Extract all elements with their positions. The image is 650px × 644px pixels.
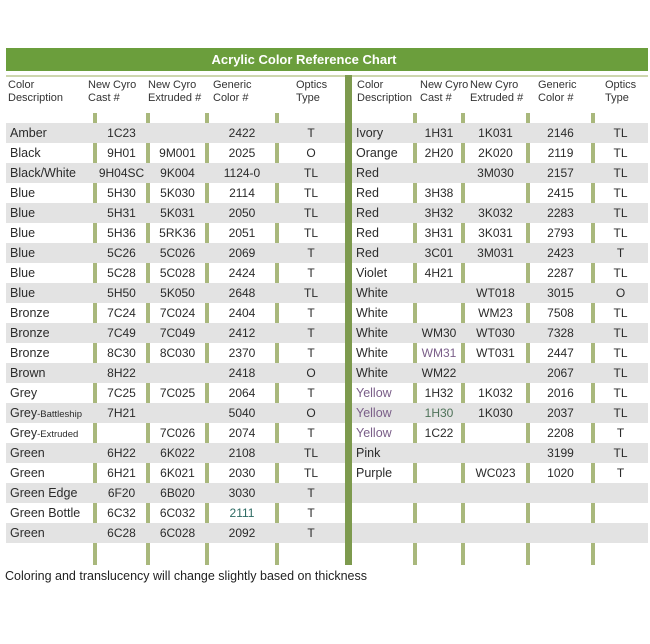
cell-extruded-number: 2K020 bbox=[478, 146, 513, 160]
cell-cast-number bbox=[415, 443, 463, 463]
cell-optics-type: TL bbox=[303, 286, 318, 300]
table-row bbox=[352, 383, 648, 403]
cell-extruded-number: WT030 bbox=[476, 326, 515, 340]
cell-extruded-number: 3K032 bbox=[478, 206, 513, 220]
column-header: New Cyro Extruded # bbox=[470, 79, 524, 104]
cell-color-description: Bronze bbox=[10, 346, 50, 360]
cell-color-description: Blue bbox=[10, 266, 36, 280]
cell-generic-color: 2447 bbox=[547, 346, 574, 360]
cell-optics-type: TL bbox=[613, 366, 628, 380]
cell-extruded-number bbox=[463, 503, 528, 523]
table-row bbox=[352, 303, 648, 323]
cell-color-description bbox=[352, 483, 415, 503]
table-row bbox=[352, 283, 648, 303]
cell-cast-number: 1H32 bbox=[424, 386, 454, 400]
cell-extruded-number bbox=[463, 363, 528, 383]
cell-optics-type: T bbox=[307, 266, 315, 280]
cell-cast-number bbox=[415, 163, 463, 183]
column-header: Color Description bbox=[8, 79, 64, 104]
cell-extruded-number: 6C032 bbox=[159, 506, 196, 520]
table-row bbox=[352, 523, 648, 543]
table-row bbox=[6, 383, 345, 403]
cell-optics-type: TL bbox=[613, 326, 628, 340]
cell-cast-number: 3C01 bbox=[424, 246, 454, 260]
cell-color-description: Purple bbox=[356, 466, 393, 480]
cell-generic-color: 2208 bbox=[547, 426, 574, 440]
cell-optics-type: O bbox=[306, 366, 316, 380]
cell-generic-color: 2108 bbox=[228, 446, 256, 460]
cell-extruded-number: 5K050 bbox=[160, 286, 195, 300]
cell-cast-number: 3H31 bbox=[424, 226, 454, 240]
cell-extruded-number: WC023 bbox=[475, 466, 516, 480]
cell-generic-color bbox=[528, 503, 593, 523]
cell-generic-color: 2415 bbox=[547, 186, 574, 200]
cell-optics-type: TL bbox=[613, 346, 628, 360]
cell-generic-color: 2404 bbox=[228, 306, 256, 320]
table-row bbox=[352, 263, 648, 283]
cell-extruded-number: 7C024 bbox=[159, 306, 196, 320]
cell-generic-color: 3199 bbox=[547, 446, 574, 460]
cell-extruded-number: WT018 bbox=[476, 286, 515, 300]
cell-color-description: Amber bbox=[10, 126, 47, 140]
cell-generic-color: 2423 bbox=[547, 246, 574, 260]
cell-color-description: Green Bottle bbox=[10, 506, 81, 520]
cell-color-description: Grey-Extruded bbox=[10, 426, 79, 440]
table-row bbox=[352, 223, 648, 243]
cell-color-description: Blue bbox=[10, 226, 36, 240]
cell-optics-type: TL bbox=[613, 186, 628, 200]
cell-generic-color: 2064 bbox=[228, 386, 256, 400]
cell-cast-number bbox=[415, 483, 463, 503]
chart-title-bar bbox=[6, 48, 648, 71]
table-row bbox=[352, 403, 648, 423]
cell-color-description: White bbox=[356, 286, 388, 300]
cell-color-description: Orange bbox=[356, 146, 398, 160]
cell-generic-color: 2424 bbox=[228, 266, 256, 280]
cell-extruded-number: 7C049 bbox=[159, 326, 196, 340]
chart-title: Acrylic Color Reference Chart bbox=[211, 52, 397, 67]
cell-optics-type: T bbox=[307, 346, 315, 360]
cell-cast-number: WM31 bbox=[421, 346, 457, 360]
cell-generic-color: 2370 bbox=[228, 346, 256, 360]
cell-cast-number: 8C30 bbox=[107, 346, 136, 360]
table-row bbox=[6, 243, 345, 263]
cell-cast-number: 1H31 bbox=[424, 126, 454, 140]
column-header: Generic Color # bbox=[538, 79, 577, 104]
cell-color-description: Grey bbox=[10, 386, 38, 400]
column-header: Optics Type bbox=[605, 79, 637, 104]
cell-color-description: Red bbox=[356, 166, 379, 180]
cell-generic-color: 2092 bbox=[228, 526, 256, 540]
table-row bbox=[6, 403, 345, 423]
table-row bbox=[6, 123, 345, 143]
cell-generic-color: 2793 bbox=[547, 226, 574, 240]
table-row bbox=[6, 503, 345, 523]
cell-cast-number: 7H21 bbox=[107, 406, 136, 420]
cell-extruded-number bbox=[463, 523, 528, 543]
cell-generic-color bbox=[528, 523, 593, 543]
cell-color-description: Red bbox=[356, 226, 379, 240]
cell-optics-type bbox=[593, 523, 648, 543]
cell-color-description: Blue bbox=[10, 246, 36, 260]
table-row bbox=[6, 283, 345, 303]
cell-generic-color: 2025 bbox=[228, 146, 256, 160]
cell-cast-number bbox=[415, 463, 463, 483]
cell-optics-type: T bbox=[307, 526, 315, 540]
cell-optics-type: TL bbox=[303, 226, 318, 240]
cell-extruded-number: 6B020 bbox=[160, 486, 195, 500]
color-table-right bbox=[352, 75, 648, 543]
table-row bbox=[6, 183, 345, 203]
cell-cast-number: 9H01 bbox=[107, 146, 136, 160]
cell-cast-number: 6C28 bbox=[107, 526, 136, 540]
table-row bbox=[352, 443, 648, 463]
table-row bbox=[6, 463, 345, 483]
cell-extruded-number: 1K030 bbox=[478, 406, 513, 420]
cell-extruded-number: 5RK36 bbox=[159, 226, 196, 240]
cell-optics-type: T bbox=[307, 426, 315, 440]
cell-cast-number bbox=[415, 283, 463, 303]
cell-extruded-number: 5C026 bbox=[159, 246, 196, 260]
cell-optics-type: T bbox=[307, 386, 315, 400]
cell-color-description: White bbox=[356, 306, 388, 320]
cell-generic-color: 2016 bbox=[547, 386, 574, 400]
cell-cast-number: 7C25 bbox=[107, 386, 136, 400]
cell-cast-number: 6H22 bbox=[107, 446, 136, 460]
cell-cast-number: 5H36 bbox=[107, 226, 136, 240]
table-row bbox=[6, 523, 345, 543]
cell-cast-number: 3H32 bbox=[424, 206, 454, 220]
cell-optics-type: T bbox=[616, 426, 625, 440]
cell-optics-type: TL bbox=[613, 266, 628, 280]
column-header: Generic Color # bbox=[213, 79, 252, 104]
cell-optics-type: TL bbox=[303, 466, 318, 480]
cell-generic-color: 2050 bbox=[228, 206, 256, 220]
cell-optics-type: T bbox=[616, 466, 625, 480]
cell-generic-color: 2030 bbox=[228, 466, 256, 480]
cell-cast-number: 8H22 bbox=[107, 366, 136, 380]
cell-cast-number: WM30 bbox=[421, 326, 457, 340]
cell-optics-type bbox=[593, 483, 648, 503]
cell-optics-type: TL bbox=[613, 306, 628, 320]
cell-extruded-number: 6K021 bbox=[160, 466, 195, 480]
cell-extruded-number: 9M001 bbox=[159, 146, 196, 160]
cell-optics-type: T bbox=[307, 246, 315, 260]
cell-extruded-number bbox=[463, 443, 528, 463]
cell-generic-color: 1020 bbox=[547, 466, 574, 480]
table-row bbox=[6, 423, 345, 443]
cell-extruded-number: 9K004 bbox=[160, 166, 195, 180]
cell-extruded-number: 3K031 bbox=[478, 226, 513, 240]
cell-optics-type: T bbox=[307, 486, 315, 500]
column-header: Optics Type bbox=[296, 79, 328, 104]
cell-extruded-number bbox=[463, 483, 528, 503]
cell-generic-color: 2069 bbox=[228, 246, 256, 260]
column-header: New Cyro Extruded # bbox=[148, 79, 202, 104]
cell-generic-color: 2418 bbox=[228, 366, 256, 380]
cell-extruded-number: 5C028 bbox=[159, 266, 196, 280]
table-row bbox=[352, 483, 648, 503]
cell-cast-number bbox=[415, 303, 463, 323]
cell-cast-number: 5C28 bbox=[107, 266, 136, 280]
cell-cast-number: 5H31 bbox=[107, 206, 136, 220]
cell-color-description: Bronze bbox=[10, 306, 50, 320]
cell-generic-color: 7328 bbox=[547, 326, 574, 340]
table-row bbox=[352, 143, 648, 163]
cell-optics-type bbox=[593, 503, 648, 523]
cell-color-description: Bronze bbox=[10, 326, 50, 340]
cell-cast-number: 5H30 bbox=[107, 186, 136, 200]
cell-optics-type: TL bbox=[303, 446, 318, 460]
cell-extruded-number bbox=[463, 183, 528, 203]
table-row bbox=[352, 243, 648, 263]
cell-cast-number bbox=[95, 423, 148, 443]
cell-cast-number: 6F20 bbox=[107, 486, 136, 500]
cell-generic-color: 2074 bbox=[228, 426, 256, 440]
cell-generic-color: 2287 bbox=[547, 266, 574, 280]
cell-color-description: Black bbox=[10, 146, 41, 160]
cell-generic-color: 2283 bbox=[547, 206, 574, 220]
cell-extruded-number bbox=[463, 423, 528, 443]
cell-extruded-number: WT031 bbox=[476, 346, 515, 360]
cell-color-description: Brown bbox=[10, 366, 46, 380]
cell-color-description: Green Edge bbox=[10, 486, 78, 500]
cell-cast-number: WM22 bbox=[421, 366, 457, 380]
cell-optics-type: T bbox=[307, 306, 315, 320]
cell-optics-type: T bbox=[307, 126, 315, 140]
table-row bbox=[352, 343, 648, 363]
cell-optics-type: TL bbox=[613, 226, 628, 240]
cell-color-description: Red bbox=[356, 206, 379, 220]
cell-cast-number bbox=[415, 503, 463, 523]
footnote: Coloring and translucency will change slightly based on thickness bbox=[5, 569, 368, 583]
cell-extruded-number bbox=[148, 363, 207, 383]
cell-generic-color: 2412 bbox=[228, 326, 256, 340]
cell-optics-type: O bbox=[306, 146, 316, 160]
cell-generic-color: 2114 bbox=[229, 186, 255, 200]
cell-generic-color: 2051 bbox=[228, 226, 256, 240]
cell-extruded-number: 8C030 bbox=[159, 346, 196, 360]
cell-color-description bbox=[352, 523, 415, 543]
table-row bbox=[352, 363, 648, 383]
cell-cast-number: 5C26 bbox=[107, 246, 136, 260]
cell-generic-color: 2037 bbox=[547, 406, 574, 420]
cell-cast-number: 1C22 bbox=[424, 426, 454, 440]
cell-optics-type: TL bbox=[613, 446, 628, 460]
column-header: Color Description bbox=[357, 79, 413, 104]
cell-extruded-number: 5K031 bbox=[160, 206, 195, 220]
cell-color-description: Red bbox=[356, 246, 379, 260]
cell-generic-color: 2422 bbox=[228, 126, 256, 140]
cell-generic-color: 2157 bbox=[547, 166, 574, 180]
cell-generic-color: 5040 bbox=[228, 406, 256, 420]
cell-optics-type: TL bbox=[303, 166, 318, 180]
cell-color-description: Yellow bbox=[356, 386, 392, 400]
cell-extruded-number bbox=[463, 263, 528, 283]
cell-cast-number: 5H50 bbox=[107, 286, 136, 300]
table-row bbox=[6, 443, 345, 463]
cell-extruded-number: 6K022 bbox=[160, 446, 195, 460]
table-row bbox=[6, 143, 345, 163]
color-table-left bbox=[6, 75, 345, 543]
cell-extruded-number: 7C026 bbox=[159, 426, 196, 440]
cell-extruded-number: 3M030 bbox=[477, 166, 514, 180]
cell-color-description bbox=[352, 503, 415, 523]
cell-cast-number: 2H20 bbox=[424, 146, 454, 160]
cell-extruded-number: WM23 bbox=[478, 306, 513, 320]
cell-generic-color: 2146 bbox=[547, 126, 574, 140]
cell-cast-number: 6H21 bbox=[107, 466, 136, 480]
cell-color-description: White bbox=[356, 326, 388, 340]
table-row bbox=[6, 363, 345, 383]
cell-cast-number: 3H38 bbox=[424, 186, 454, 200]
table-row bbox=[6, 343, 345, 363]
cell-cast-number: 9H04SC bbox=[98, 166, 145, 180]
cell-generic-color: 2648 bbox=[228, 286, 256, 300]
cell-color-description: Blue bbox=[10, 206, 36, 220]
table-row bbox=[6, 323, 345, 343]
table-row bbox=[6, 203, 345, 223]
cell-generic-color bbox=[528, 483, 593, 503]
cell-optics-type: TL bbox=[303, 206, 318, 220]
cell-extruded-number: 6C028 bbox=[159, 526, 196, 540]
table-row bbox=[6, 263, 345, 283]
cell-generic-color: 7508 bbox=[547, 306, 574, 320]
cell-color-description: Yellow bbox=[356, 426, 392, 440]
table-row bbox=[352, 503, 648, 523]
cell-optics-type: TL bbox=[613, 166, 628, 180]
cell-color-description: White bbox=[356, 346, 388, 360]
cell-extruded-number: 5K030 bbox=[160, 186, 195, 200]
cell-generic-color: 2067 bbox=[547, 366, 574, 380]
cell-generic-color: 3030 bbox=[228, 486, 256, 500]
table-row bbox=[6, 223, 345, 243]
cell-generic-color: 2119 bbox=[547, 146, 574, 160]
cell-color-description: Green bbox=[10, 446, 45, 460]
cell-optics-type: O bbox=[306, 406, 316, 420]
cell-generic-color: 1124-0 bbox=[223, 166, 261, 180]
cell-generic-color: 3015 bbox=[547, 286, 574, 300]
cell-color-description: White bbox=[356, 366, 388, 380]
cell-optics-type: O bbox=[615, 286, 626, 300]
cell-color-description: Black/White bbox=[10, 166, 76, 180]
column-header: New Cyro Cast # bbox=[88, 79, 137, 104]
table-row bbox=[6, 303, 345, 323]
table-row bbox=[352, 123, 648, 143]
table-row bbox=[352, 163, 648, 183]
cell-cast-number: 7C49 bbox=[107, 326, 136, 340]
cell-optics-type: T bbox=[307, 326, 315, 340]
cell-generic-color: 2111 bbox=[229, 506, 255, 520]
cell-cast-number bbox=[415, 523, 463, 543]
cell-cast-number: 4H21 bbox=[424, 266, 454, 280]
cell-optics-type: TL bbox=[303, 186, 318, 200]
cell-extruded-number: 7C025 bbox=[159, 386, 196, 400]
cell-color-description: Green bbox=[10, 526, 45, 540]
cell-extruded-number: 3M031 bbox=[477, 246, 514, 260]
cell-cast-number: 7C24 bbox=[107, 306, 136, 320]
cell-optics-type: TL bbox=[613, 206, 628, 220]
cell-extruded-number: 1K031 bbox=[478, 126, 513, 140]
cell-optics-type: TL bbox=[613, 406, 628, 420]
cell-color-description: Grey-Battleship bbox=[10, 406, 82, 420]
table-row bbox=[352, 423, 648, 443]
cell-color-description: Violet bbox=[356, 266, 388, 280]
cell-color-description: Green bbox=[10, 466, 45, 480]
cell-color-description: Yellow bbox=[356, 406, 392, 420]
cell-color-description: Red bbox=[356, 186, 379, 200]
table-row bbox=[352, 183, 648, 203]
cell-optics-type: TL bbox=[613, 386, 628, 400]
cell-extruded-number bbox=[148, 123, 207, 143]
center-table-divider bbox=[345, 75, 352, 565]
cell-optics-type: TL bbox=[613, 146, 628, 160]
table-row bbox=[6, 163, 345, 183]
cell-color-description: Pink bbox=[356, 446, 381, 460]
table-row bbox=[352, 323, 648, 343]
column-header: New Cyro Cast # bbox=[420, 79, 469, 104]
cell-extruded-number bbox=[148, 403, 207, 423]
cell-cast-number: 6C32 bbox=[107, 506, 136, 520]
cell-optics-type: T bbox=[616, 246, 625, 260]
cell-color-description: Ivory bbox=[356, 126, 384, 140]
cell-optics-type: TL bbox=[613, 126, 628, 140]
table-row bbox=[6, 483, 345, 503]
cell-extruded-number: 1K032 bbox=[478, 386, 513, 400]
cell-color-description: Blue bbox=[10, 186, 36, 200]
cell-optics-type: T bbox=[307, 506, 315, 520]
cell-cast-number: 1H30 bbox=[424, 406, 454, 420]
cell-color-description: Blue bbox=[10, 286, 36, 300]
table-row bbox=[352, 463, 648, 483]
cell-cast-number: 1C23 bbox=[107, 126, 136, 140]
table-row bbox=[352, 203, 648, 223]
